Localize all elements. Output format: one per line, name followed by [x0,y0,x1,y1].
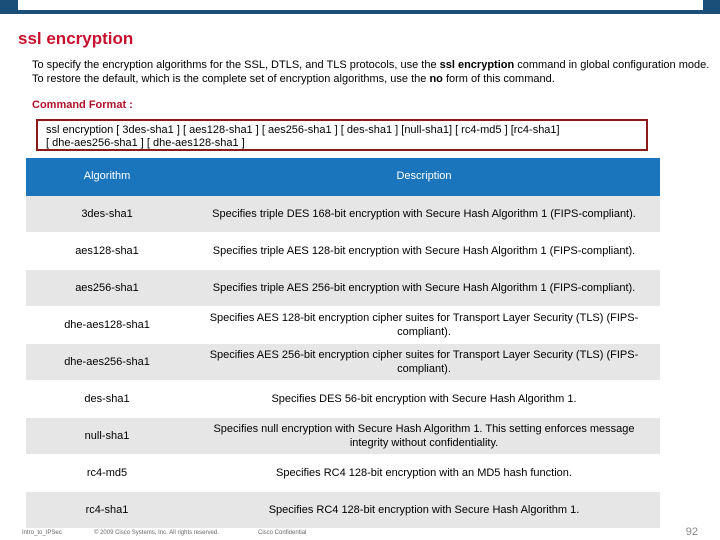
algorithm-table [26,158,660,529]
footer-confidential: Cisco Confidential [258,530,307,536]
algorithm-cell: des-sha1 [26,381,188,418]
table-row [26,492,660,529]
table-header-row [26,158,660,196]
description-cell: Specifies triple DES 168-bit encryption with Secure Hash Algorithm 1 (FIPS-compliant). [188,196,660,233]
description-cell: Specifies triple AES 256-bit encryption with Secure Hash Algorithm 1 (FIPS-compliant). [188,270,660,307]
intro-command: ssl encryption [439,59,515,71]
command-line-2: [ dhe-aes256-sha1 ] [ dhe-aes128-sha1 ] [46,137,245,149]
command-format-label: Command Format : [32,99,133,111]
table-row [26,381,660,418]
description-cell: Specifies AES 128-bit encryption cipher suites for Transport Layer Security (TLS) (FIPS-compliant). [188,307,660,344]
description-cell: Specifies RC4 128-bit encryption with Secure Hash Algorithm 1. [188,492,660,529]
intro-text-2: command in global configuration mode. To restore the default, which is the complete set of encryption algorithms, use the [32,59,710,85]
intro-paragraph [32,58,712,86]
header-description: Description [188,158,660,196]
top-banner-inner [18,0,703,10]
algorithm-cell: dhe-aes256-sha1 [26,344,188,381]
table-row [26,307,660,344]
algorithm-cell: aes256-sha1 [26,270,188,307]
description-cell: Specifies RC4 128-bit encryption with an MD5 hash function. [188,455,660,492]
header-algorithm: Algorithm [26,158,188,196]
intro-no-keyword: no [429,73,443,85]
description-cell: Specifies triple AES 128-bit encryption with Secure Hash Algorithm 1 (FIPS-compliant). [188,233,660,270]
table-row [26,418,660,455]
algorithm-cell: aes128-sha1 [26,233,188,270]
algorithm-cell: dhe-aes128-sha1 [26,307,188,344]
footer-copyright: © 2009 Cisco Systems, Inc. All rights reserved. [94,530,219,536]
table-row [26,270,660,307]
page-number: 92 [685,526,698,538]
command-format-box [36,119,648,151]
description-cell: Specifies AES 256-bit encryption cipher suites for Transport Layer Security (TLS) (FIPS-compliant). [188,344,660,381]
algorithm-cell: 3des-sha1 [26,196,188,233]
footer-file-name: Intro_to_IPSec [22,530,62,536]
command-line-1: ssl encryption [ 3des-sha1 ] [ aes128-sha1 ] [ aes256-sha1 ] [ des-sha1 ] [null-sha1] [ rc4-md5 ] [rc4-sha1] [46,124,560,136]
page-title: ssl encryption [18,29,134,48]
table-row [26,233,660,270]
description-cell: Specifies null encryption with Secure Hash Algorithm 1. This setting enforces message integrity without confidentiality. [188,418,660,455]
algorithm-cell: rc4-sha1 [26,492,188,529]
table-row [26,196,660,233]
table-row [26,455,660,492]
algorithm-cell: null-sha1 [26,418,188,455]
intro-text-3: form of this command. [442,73,555,85]
algorithm-cell: rc4-md5 [26,455,188,492]
table-row [26,344,660,381]
intro-text-1: To specify the encryption algorithms for the SSL, DTLS, and TLS protocols, use the [32,59,440,71]
description-cell: Specifies DES 56-bit encryption with Secure Hash Algorithm 1. [188,381,660,418]
